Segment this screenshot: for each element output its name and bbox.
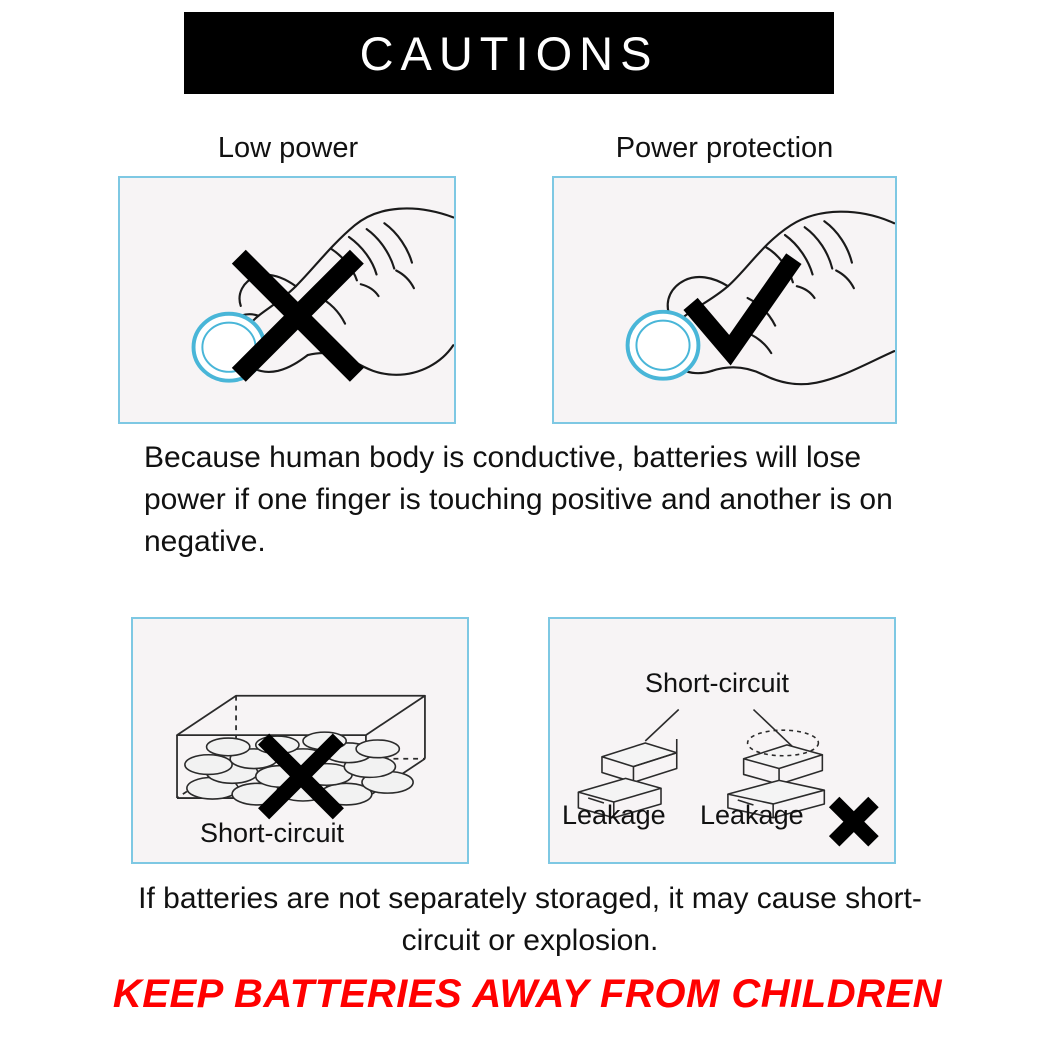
label-leakage-right: Leakage [700, 800, 804, 830]
page-title: CAUTIONS [359, 26, 659, 80]
panel-caption-power-protection: Power protection [615, 132, 834, 164]
illustration-panel-low-power [118, 176, 456, 424]
hand-holding-battery-icon [554, 178, 895, 422]
footer-warning: KEEP BATTERIES AWAY FROM CHILDREN [112, 972, 943, 1016]
label-leakage-left: Leakage [562, 800, 666, 830]
illustration-panel-power-protection [552, 176, 897, 424]
paragraph-conductive: Because human body is conductive, batteries will lose power if one finger is touching positive and another is on negative. [144, 441, 893, 558]
panel-caption-low-power: Low power [217, 132, 359, 164]
label-short-circuit-box: Short-circuit [200, 818, 345, 848]
paragraph-storage: If batteries are not separately storaged, it may cause short-circuit or explosion. [138, 882, 922, 957]
hand-pinching-battery-icon [120, 178, 454, 422]
label-short-circuit-leakage-panel: Short-circuit [645, 668, 790, 698]
cautions-title-banner [184, 12, 834, 94]
